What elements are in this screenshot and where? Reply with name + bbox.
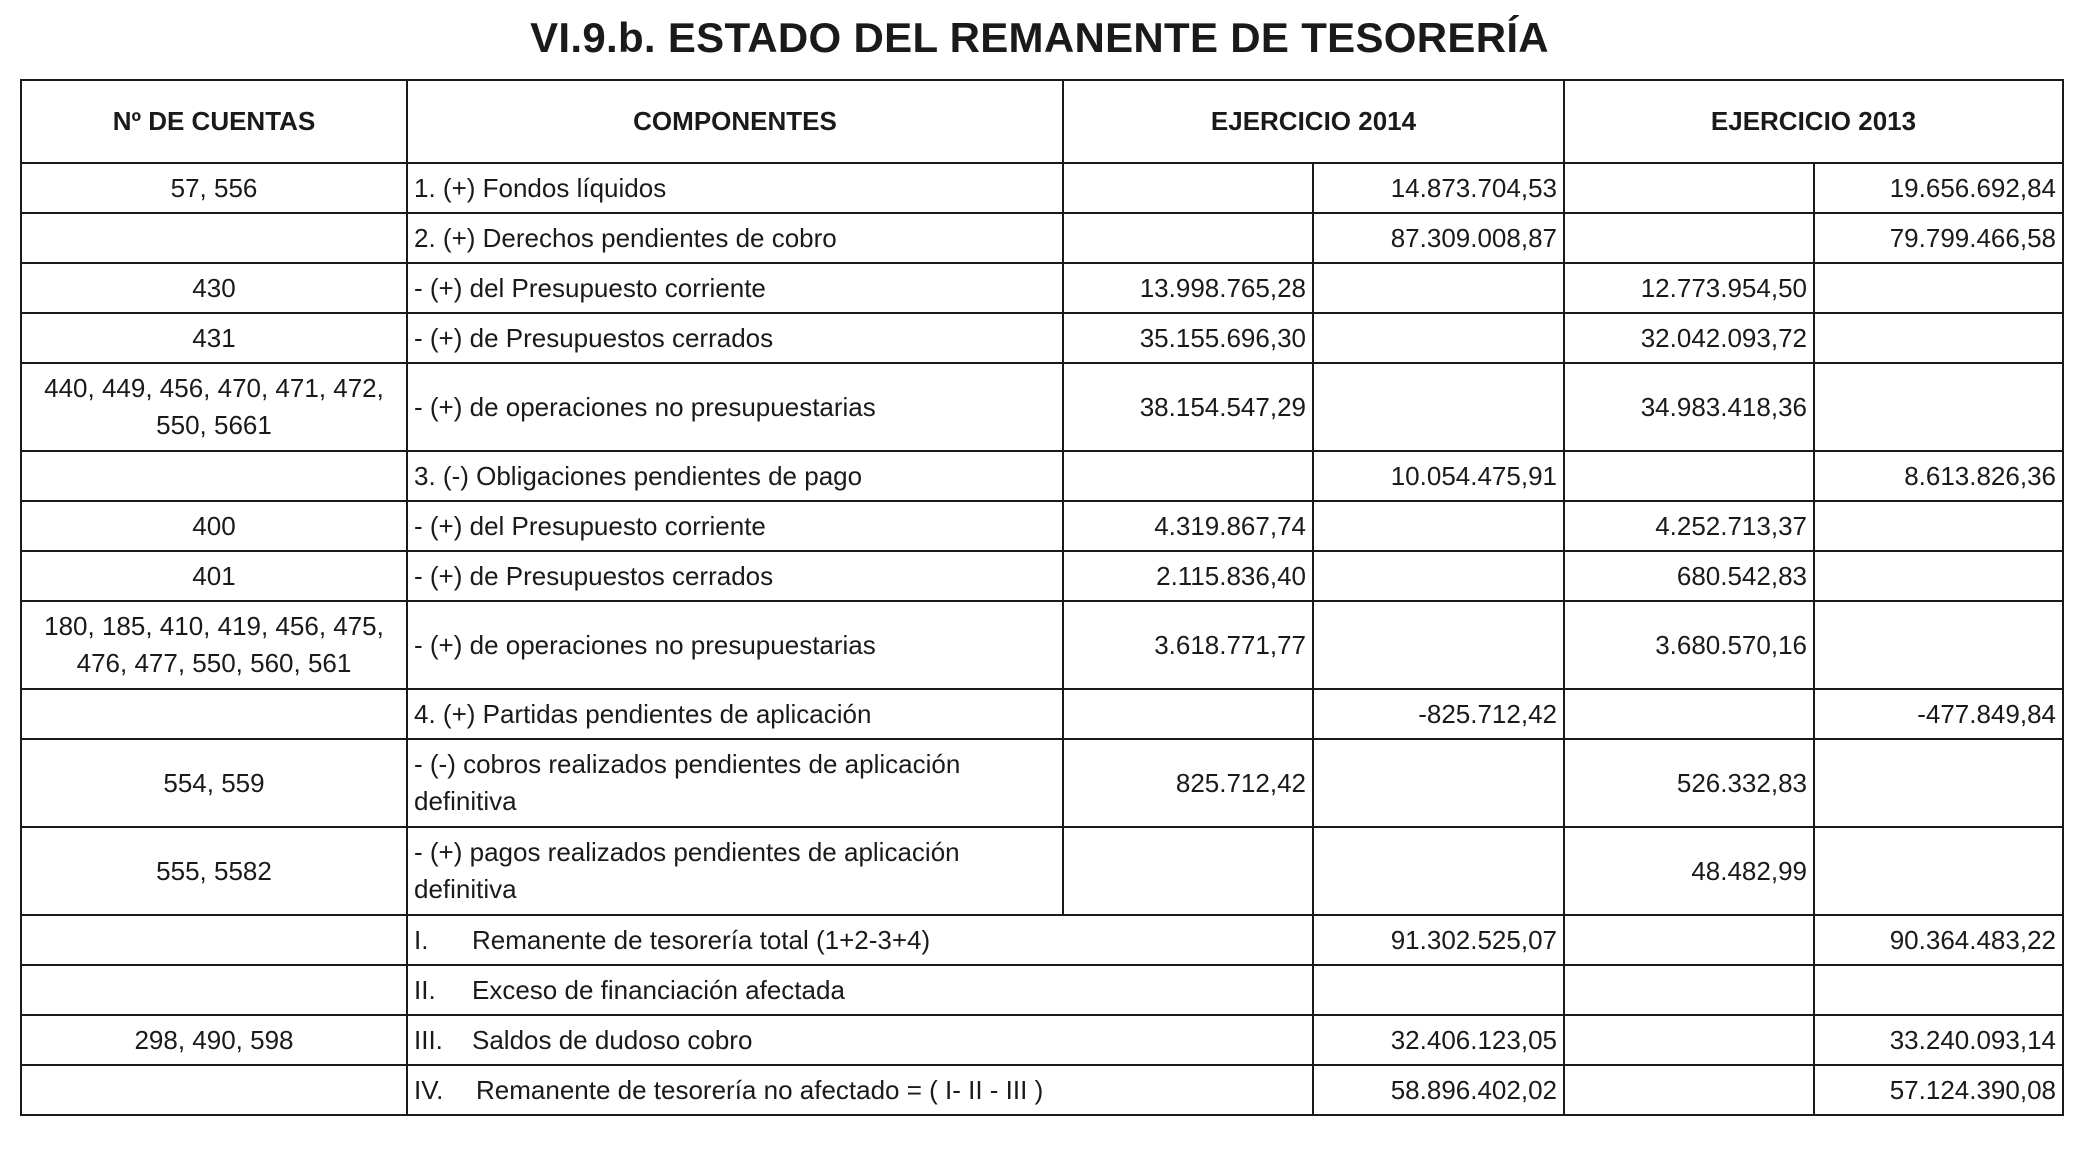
summary-row	[21, 1065, 2063, 1115]
y2014-total-cell	[1313, 601, 1564, 689]
y2013-total-cell: 79.799.466,58	[1814, 213, 2063, 263]
y2013-total-cell	[1814, 501, 2063, 551]
header-row	[21, 80, 2063, 163]
cuentas-cell: 400	[21, 501, 407, 551]
y2013-detalle-cell	[1564, 1015, 1814, 1065]
summary-row	[21, 915, 2063, 965]
table-row	[21, 827, 2063, 915]
table-row	[21, 163, 2063, 213]
y2014-total-cell	[1313, 501, 1564, 551]
cuentas-cell: 298, 490, 598	[21, 1015, 407, 1065]
y2013-total-cell: 8.613.826,36	[1814, 451, 2063, 501]
y2013-total-cell: 19.656.692,84	[1814, 163, 2063, 213]
y2014-detalle-cell: 4.319.867,74	[1063, 501, 1313, 551]
y2014-total-cell	[1313, 313, 1564, 363]
y2014-detalle-cell: 3.618.771,77	[1063, 601, 1313, 689]
y2014-total-cell: 14.873.704,53	[1313, 163, 1564, 213]
y2013-detalle-cell: 48.482,99	[1564, 827, 1814, 915]
table-row	[21, 501, 2063, 551]
cuentas-cell	[21, 965, 407, 1015]
summary-label: Exceso de financiación afectada	[472, 974, 845, 1005]
y2013-total-cell	[1814, 601, 2063, 689]
y2013-total-cell: 90.364.483,22	[1814, 915, 2063, 965]
y2014-detalle-cell: 13.998.765,28	[1063, 263, 1313, 313]
y2013-total-cell	[1814, 965, 2063, 1015]
header-cuentas: Nº DE CUENTAS	[21, 80, 407, 163]
componente-cell: 3. (-) Obligaciones pendientes de pago	[407, 451, 1063, 501]
summary-numeral: III.	[414, 1024, 443, 1055]
y2013-detalle-cell	[1564, 965, 1814, 1015]
summary-label-cell	[407, 915, 1313, 965]
y2014-detalle-cell: 2.115.836,40	[1063, 551, 1313, 601]
y2013-detalle-cell	[1564, 1065, 1814, 1115]
table-row	[21, 739, 2063, 827]
cuentas-cell	[21, 689, 407, 739]
y2014-total-cell	[1313, 363, 1564, 451]
summary-row	[21, 965, 2063, 1015]
table-row	[21, 263, 2063, 313]
header-componentes: COMPONENTES	[407, 80, 1063, 163]
y2013-detalle-cell: 4.252.713,37	[1564, 501, 1814, 551]
y2013-total-cell	[1814, 551, 2063, 601]
componente-cell: - (+) de operaciones no presupuestarias	[407, 601, 1063, 689]
cuentas-cell: 180, 185, 410, 419, 456, 475, 476, 477, 550, 560, 561	[21, 601, 407, 689]
y2013-detalle-cell: 3.680.570,16	[1564, 601, 1814, 689]
table-row	[21, 551, 2063, 601]
y2013-detalle-cell	[1564, 915, 1814, 965]
y2013-total-cell	[1814, 363, 2063, 451]
componente-cell: - (-) cobros realizados pendientes de aplicación definitiva	[407, 739, 1063, 827]
y2014-total-cell: 91.302.525,07	[1313, 915, 1564, 965]
summary-row	[21, 1015, 2063, 1065]
y2013-detalle-cell: 12.773.954,50	[1564, 263, 1814, 313]
summary-label-cell	[407, 965, 1313, 1015]
y2014-total-cell: 58.896.402,02	[1313, 1065, 1564, 1115]
componente-cell: - (+) pagos realizados pendientes de aplicación definitiva	[407, 827, 1063, 915]
y2014-total-cell	[1313, 739, 1564, 827]
y2014-total-cell: -825.712,42	[1313, 689, 1564, 739]
componente-cell: - (+) de Presupuestos cerrados	[407, 313, 1063, 363]
y2014-total-cell: 32.406.123,05	[1313, 1015, 1564, 1065]
cuentas-cell	[21, 915, 407, 965]
y2013-total-cell	[1814, 313, 2063, 363]
y2013-detalle-cell: 34.983.418,36	[1564, 363, 1814, 451]
y2014-total-cell	[1313, 827, 1564, 915]
table-row	[21, 689, 2063, 739]
y2014-total-cell: 10.054.475,91	[1313, 451, 1564, 501]
cuentas-cell: 555, 5582	[21, 827, 407, 915]
componente-cell: - (+) del Presupuesto corriente	[407, 263, 1063, 313]
summary-label: Remanente de tesorería no afectado = ( I- II - III )	[476, 1074, 1044, 1105]
y2013-total-cell	[1814, 263, 2063, 313]
y2013-detalle-cell	[1564, 689, 1814, 739]
summary-numeral: IV.	[414, 1074, 444, 1105]
y2013-detalle-cell: 680.542,83	[1564, 551, 1814, 601]
y2013-detalle-cell	[1564, 213, 1814, 263]
cuentas-cell: 401	[21, 551, 407, 601]
summary-label-cell	[407, 1065, 1313, 1115]
cuentas-cell	[21, 213, 407, 263]
y2014-detalle-cell	[1063, 451, 1313, 501]
table-row	[21, 313, 2063, 363]
y2014-total-cell	[1313, 263, 1564, 313]
y2013-total-cell: 33.240.093,14	[1814, 1015, 2063, 1065]
table-row	[21, 601, 2063, 689]
y2013-total-cell	[1814, 827, 2063, 915]
page-title: VI.9.b. ESTADO DEL REMANENTE DE TESORERÍA	[530, 14, 1549, 61]
summary-label: Remanente de tesorería total (1+2-3+4)	[472, 924, 931, 955]
y2014-total-cell: 87.309.008,87	[1313, 213, 1564, 263]
y2014-detalle-cell: 35.155.696,30	[1063, 313, 1313, 363]
y2013-detalle-cell: 32.042.093,72	[1564, 313, 1814, 363]
table-row	[21, 451, 2063, 501]
y2013-total-cell: 57.124.390,08	[1814, 1065, 2063, 1115]
cuentas-cell: 554, 559	[21, 739, 407, 827]
summary-label-cell	[407, 1015, 1313, 1065]
cuentas-cell: 440, 449, 456, 470, 471, 472, 550, 5661	[21, 363, 407, 451]
y2013-total-cell	[1814, 739, 2063, 827]
componente-cell: 1. (+) Fondos líquidos	[407, 163, 1063, 213]
y2014-detalle-cell	[1063, 689, 1313, 739]
y2013-detalle-cell	[1564, 451, 1814, 501]
cuentas-cell: 430	[21, 263, 407, 313]
y2014-total-cell	[1313, 551, 1564, 601]
header-ejercicio-2013: EJERCICIO 2013	[1564, 80, 2063, 163]
cuentas-cell	[21, 451, 407, 501]
cuentas-cell	[21, 1065, 407, 1115]
componente-cell: - (+) del Presupuesto corriente	[407, 501, 1063, 551]
header-ejercicio-2014: EJERCICIO 2014	[1063, 80, 1564, 163]
cuentas-cell: 57, 556	[21, 163, 407, 213]
cuentas-cell: 431	[21, 313, 407, 363]
componente-cell: 4. (+) Partidas pendientes de aplicación	[407, 689, 1063, 739]
componente-cell: - (+) de Presupuestos cerrados	[407, 551, 1063, 601]
y2014-detalle-cell	[1063, 827, 1313, 915]
y2014-detalle-cell	[1063, 213, 1313, 263]
y2013-total-cell: -477.849,84	[1814, 689, 2063, 739]
componente-cell: - (+) de operaciones no presupuestarias	[407, 363, 1063, 451]
y2014-detalle-cell: 825.712,42	[1063, 739, 1313, 827]
y2014-detalle-cell: 38.154.547,29	[1063, 363, 1313, 451]
y2013-detalle-cell	[1564, 163, 1814, 213]
table-row	[21, 363, 2063, 451]
y2013-detalle-cell: 526.332,83	[1564, 739, 1814, 827]
remanente-table	[20, 79, 2064, 1116]
summary-label: Saldos de dudoso cobro	[472, 1024, 753, 1055]
y2014-total-cell	[1313, 965, 1564, 1015]
y2014-detalle-cell	[1063, 163, 1313, 213]
summary-numeral: II.	[414, 974, 436, 1005]
componente-cell: 2. (+) Derechos pendientes de cobro	[407, 213, 1063, 263]
table-row	[21, 213, 2063, 263]
summary-numeral: I.	[414, 924, 429, 955]
